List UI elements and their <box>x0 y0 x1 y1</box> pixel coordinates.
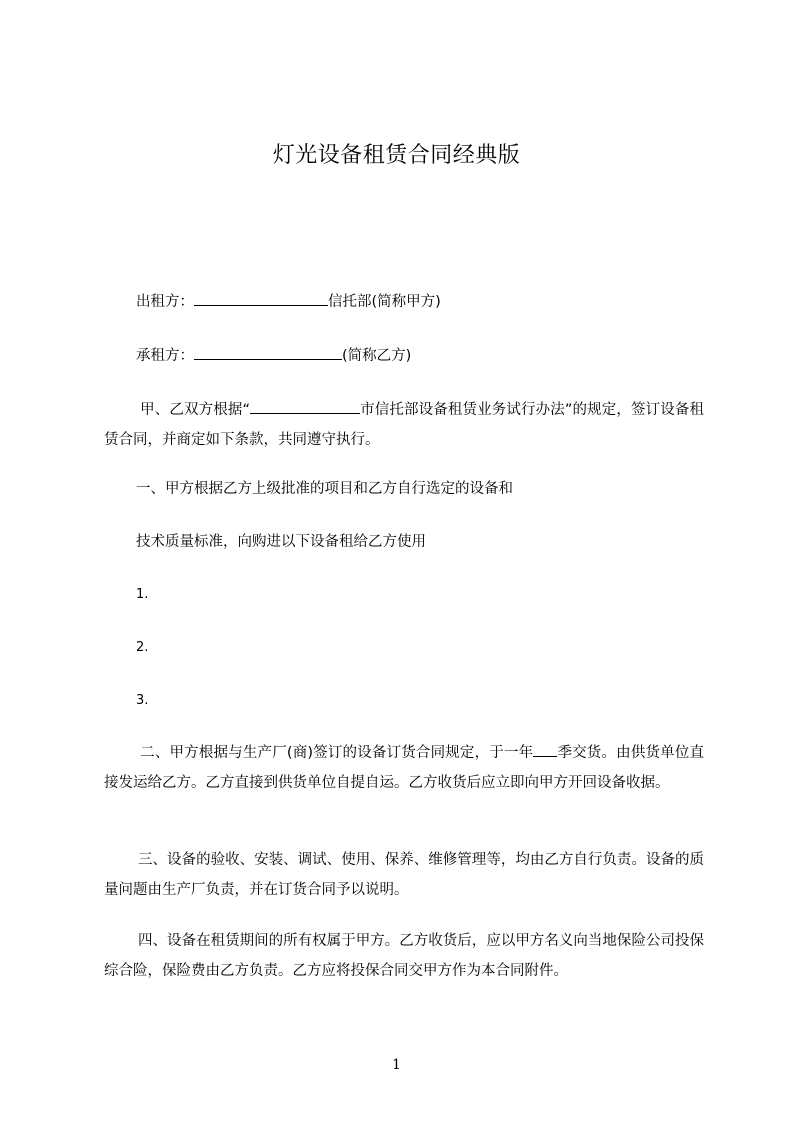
document-title: 灯光设备租赁合同经典版 <box>272 143 521 168</box>
clause4-paragraph <box>104 926 704 986</box>
clause2-part-a: 二、甲方根据与生产厂(商)签订的设备订货合同规定，于一年 <box>140 745 534 761</box>
lessor-blank <box>194 291 328 306</box>
lessor-label: 出租方： <box>136 294 194 310</box>
clause2-blank <box>533 742 557 757</box>
intro-paragraph <box>104 395 704 455</box>
lessee-suffix: (简称乙方) <box>342 348 412 364</box>
lessor-line <box>136 291 441 312</box>
clause4-text: 四、设备在租赁期间的所有权属于甲方。乙方收货后，应以甲方名义向当地保险公司投保综合险，保险费由乙方负责。乙方应将投保合同交甲方作为本合同附件。 <box>104 933 704 979</box>
lessor-suffix: 信托部(简称甲方) <box>328 294 441 310</box>
clause2-paragraph <box>104 738 704 798</box>
page-number: 1 <box>392 1057 401 1073</box>
list-item-3: 3. <box>136 693 149 708</box>
intro-blank <box>250 399 360 414</box>
lessee-label: 承租方： <box>136 348 194 364</box>
clause3-text: 三、设备的验收、安装、调试、使用、保养、维修管理等，均由乙方自行负责。设备的质量问题由生产厂负责，并在订货合同予以说明。 <box>104 852 704 898</box>
clause1-line1: 一、甲方根据乙方上级批准的项目和乙方自行选定的设备和 <box>136 481 513 497</box>
lessee-line <box>136 345 411 366</box>
clause2-part-b: 季交货。由供货单位直接发运给乙方。乙方直接到供货单位自提自运。乙方收货后应立即向甲方开回设备收据。 <box>104 745 705 791</box>
clause3-paragraph <box>104 845 704 905</box>
list-item-2: 2. <box>136 640 149 655</box>
intro-prefix: 甲、乙双方根据“ <box>140 402 251 418</box>
intro-suffix: 市信托部设备租赁业务试行办法”的规定，签订设备租赁合同，并商定如下条款，共同遵守执行。 <box>104 402 705 448</box>
lessee-blank <box>194 345 342 360</box>
clause1-line2: 技术质量标准，向购进以下设备租给乙方使用 <box>136 534 426 550</box>
list-item-1: 1. <box>136 587 149 602</box>
